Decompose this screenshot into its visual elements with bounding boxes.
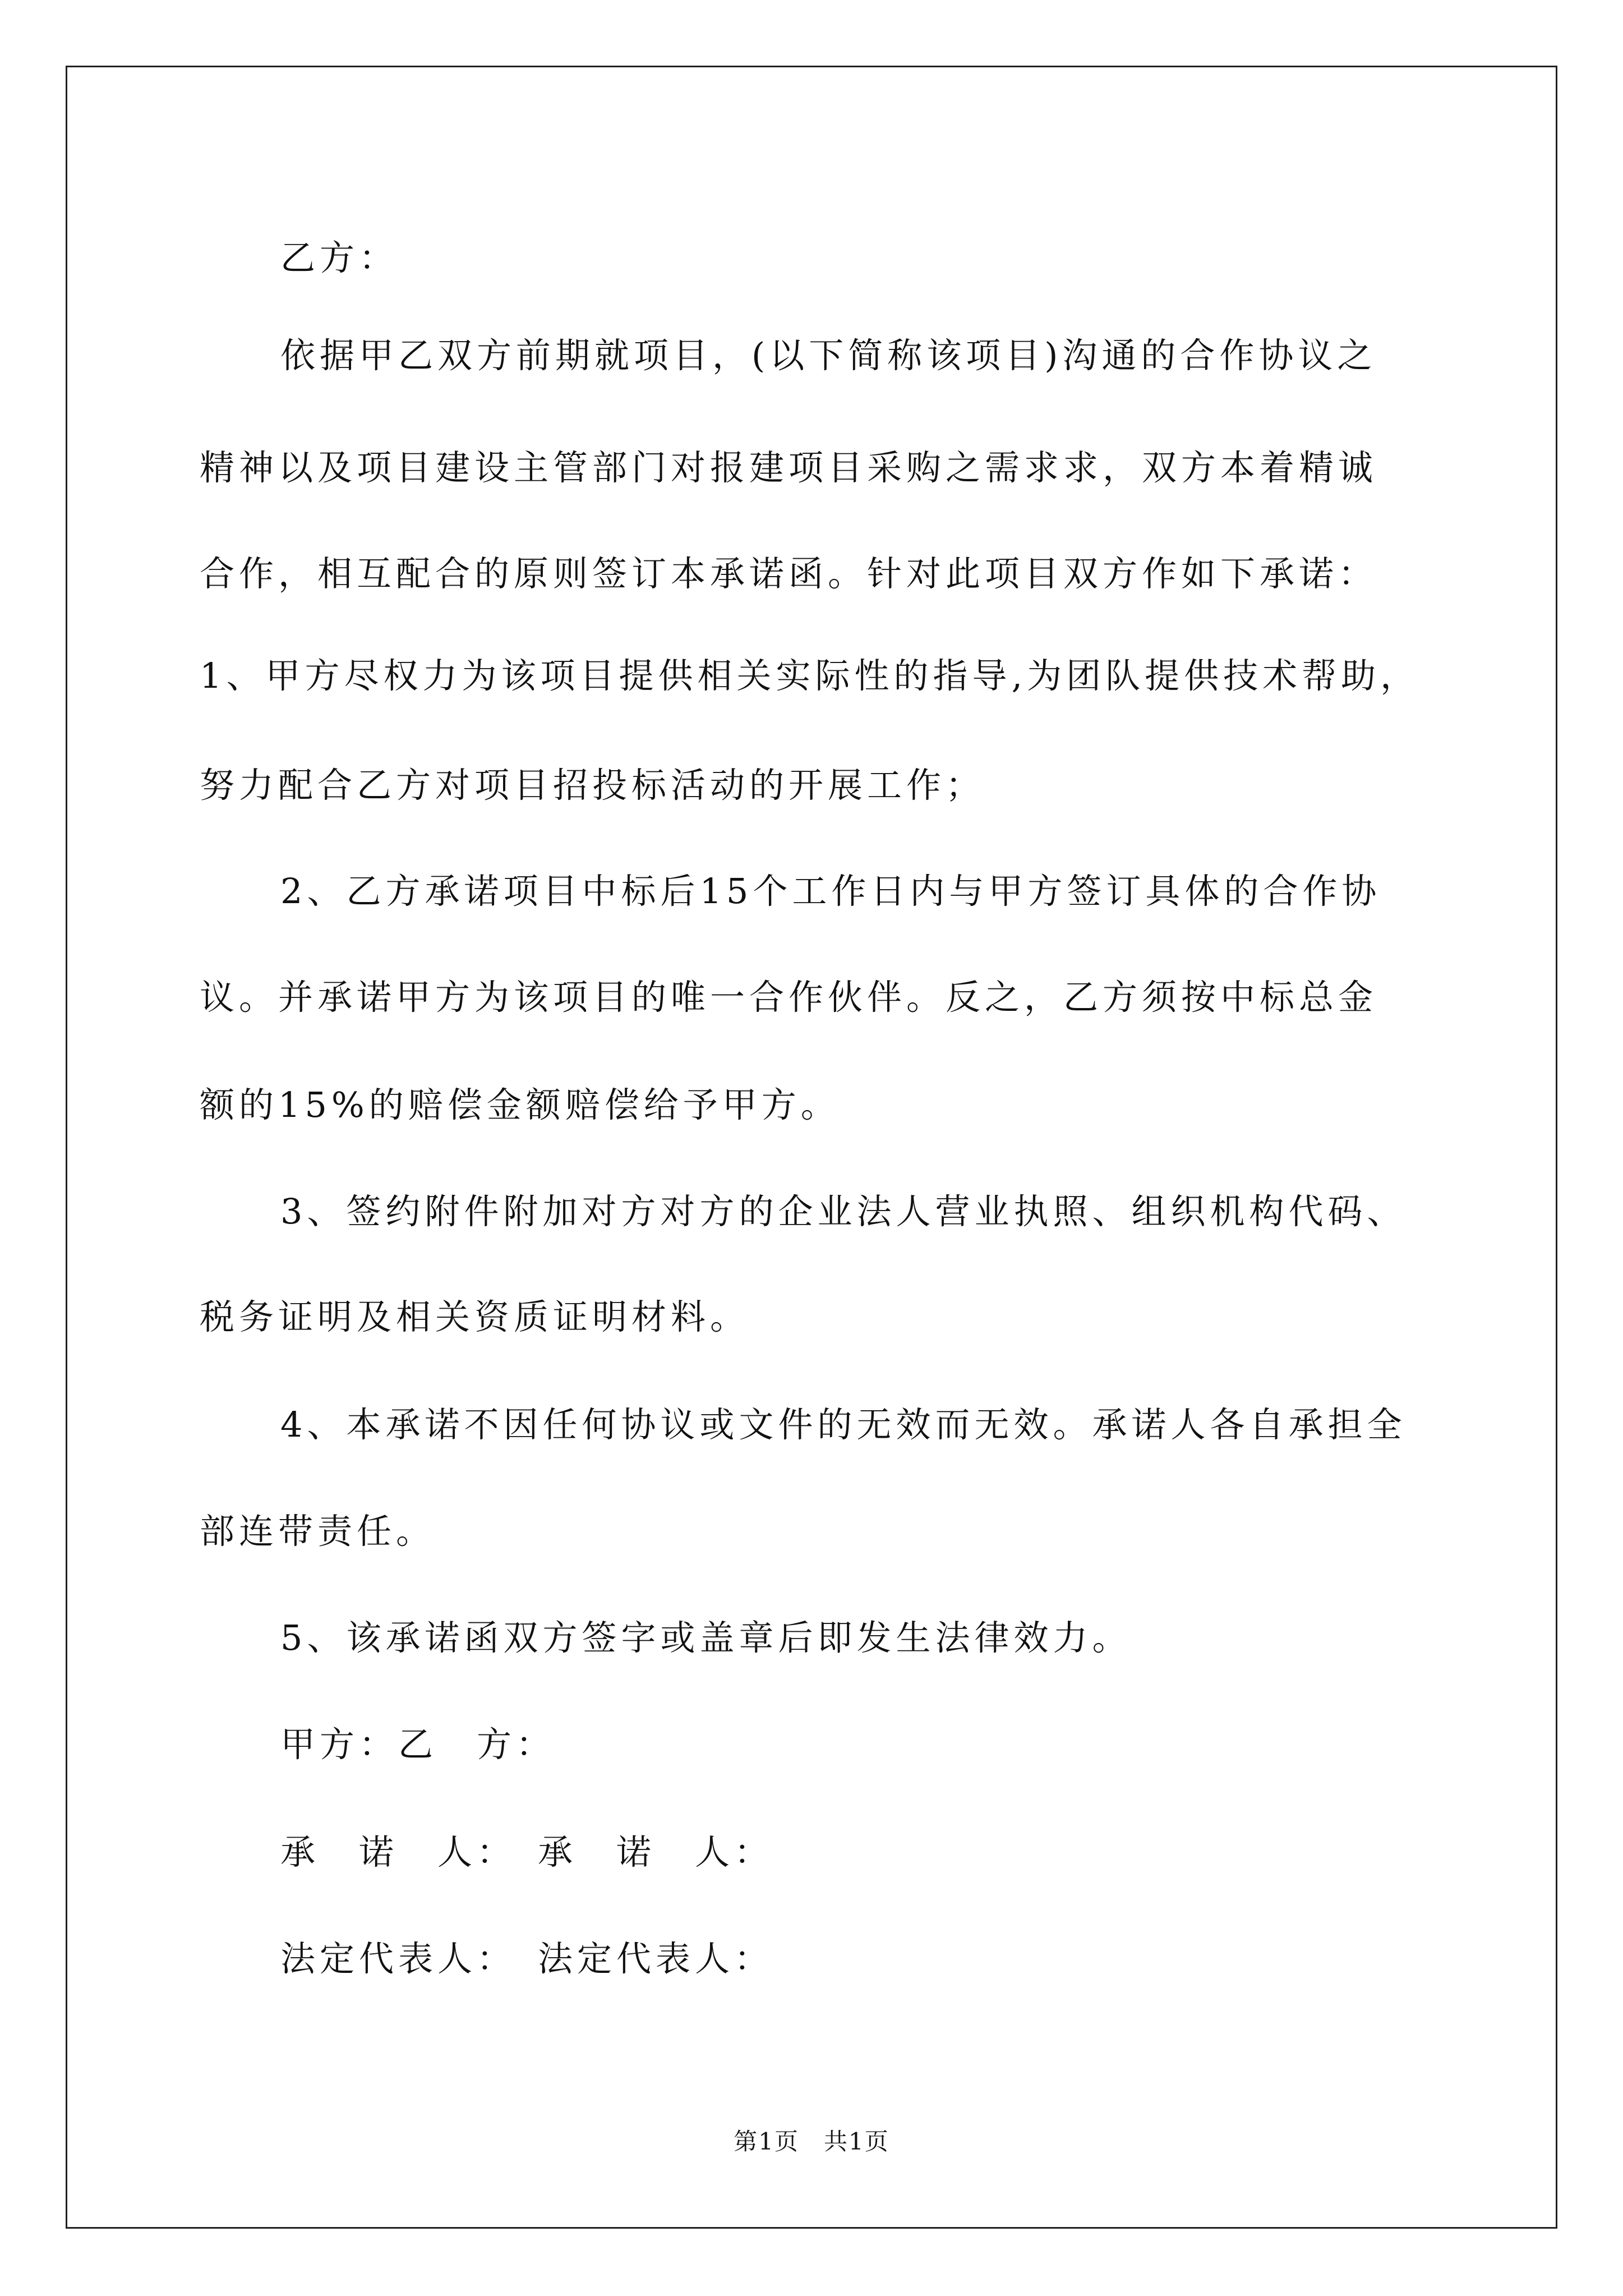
intro-paragraph-line-3: 合作，相互配合的原则签订本承诺函。针对此项目双方作如下承诺： — [200, 553, 1378, 594]
clause-4-line-2: 部连带责任。 — [200, 1511, 436, 1552]
signature-parties: 甲方：乙 方： — [280, 1724, 556, 1765]
signature-promisors: 承 诺 人： 承 诺 人： — [280, 1832, 774, 1872]
clause-4-line-1: 4、本承诺不因任何协议或文件的无效而无效。承诺人各自承担全 — [280, 1404, 1407, 1445]
clause-2-line-3: 额的15%的赔偿金额赔偿给予甲方。 — [200, 1084, 840, 1125]
clause-2-line-2: 议。并承诺甲方为该项目的唯一合作伙伴。反之，乙方须按中标总金 — [200, 977, 1378, 1018]
clause-3-line-1: 3、签约附件附加对方对方的企业法人营业执照、组织机构代码、 — [280, 1191, 1407, 1232]
clause-2-line-1: 2、乙方承诺项目中标后15个工作日内与甲方签订具体的合作协 — [280, 871, 1381, 912]
intro-paragraph-line-2: 精神以及项目建设主管部门对报建项目采购之需求求，双方本着精诚 — [200, 447, 1378, 488]
intro-paragraph-line-1: 依据甲乙双方前期就项目，(以下简称该项目)沟通的合作协议之 — [280, 335, 1377, 376]
clause-5: 5、该承诺函双方签字或盖章后即发生法律效力。 — [280, 1617, 1132, 1658]
party-b-heading: 乙方： — [280, 237, 399, 278]
signature-legal-reps: 法定代表人： 法定代表人： — [280, 1938, 774, 1979]
page-border — [66, 66, 1557, 2229]
page-footer: 第1页 共1页 — [734, 2128, 889, 2155]
clause-1-line-2: 努力配合乙方对项目招投标活动的开展工作； — [200, 765, 985, 806]
clause-1-line-1: 1、甲方尽权力为该项目提供相关实际性的指导,为团队提供技术帮助， — [200, 655, 1420, 696]
clause-3-line-2: 税务证明及相关资质证明材料。 — [200, 1296, 750, 1337]
